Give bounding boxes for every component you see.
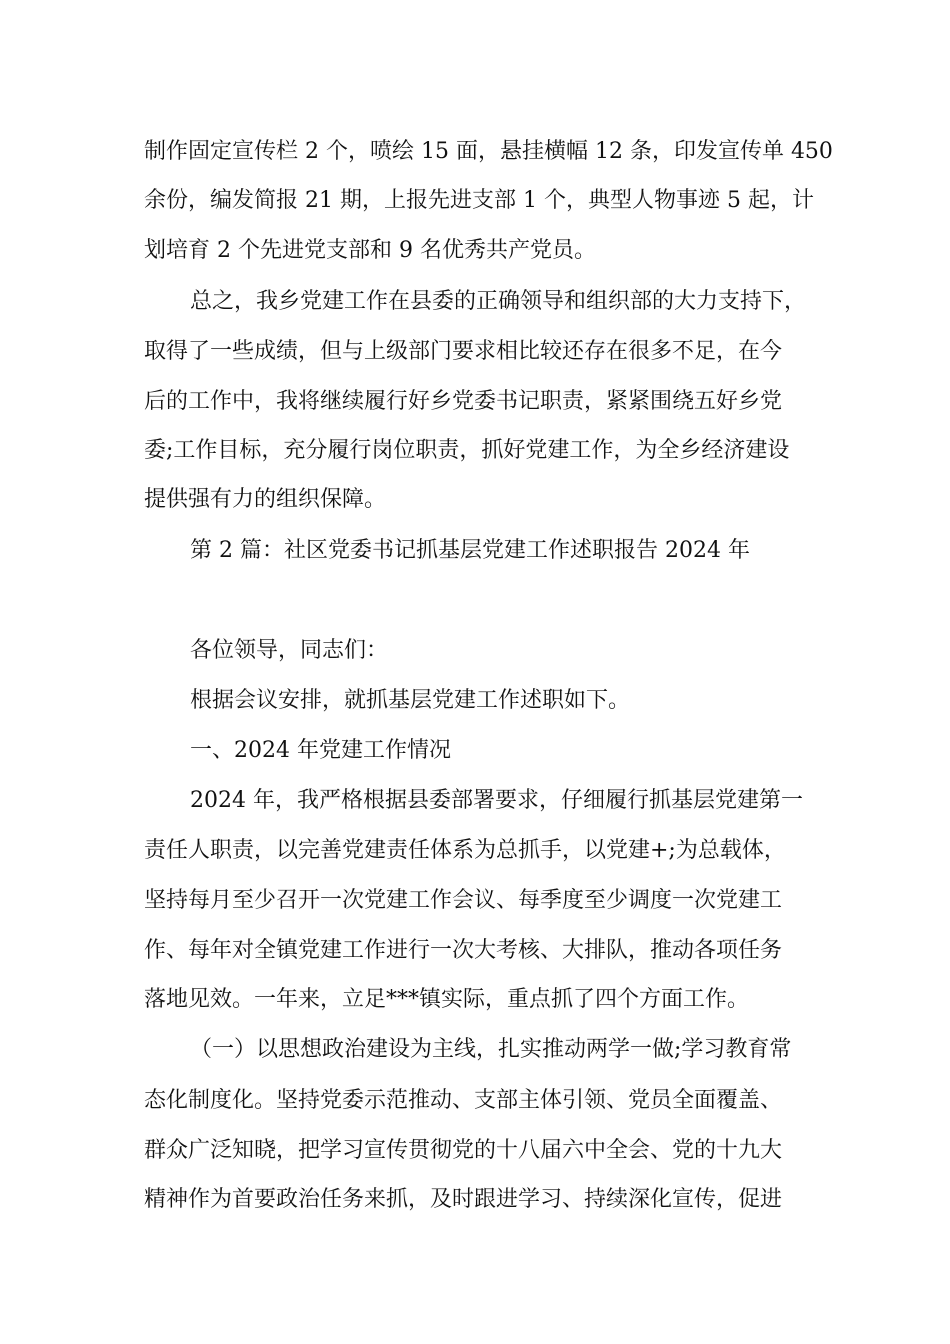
text-line: 落地见效。一年来，立足***镇实际，重点抓了四个方面工作。: [144, 987, 750, 1012]
section-title: 第 2 篇：社区党委书记抓基层党建工作述职报告 2024 年: [190, 538, 750, 563]
text-line: 取得了一些成绩，但与上级部门要求相比较还存在很多不足，在今: [144, 339, 783, 364]
text-line: 2024 年，我严格根据县委部署要求，仔细履行抓基层党建第一: [190, 788, 803, 813]
text-line: 责任人职责，以完善党建责任体系为总抓手，以党建+;为总载体，: [144, 838, 786, 863]
text-line: 总之，我乡党建工作在县委的正确领导和组织部的大力支持下，: [190, 289, 807, 314]
text-line: 精神作为首要政治任务来抓，及时跟进学习、持续深化宣传，促进: [144, 1187, 783, 1212]
text-line: 作、每年对全镇党建工作进行一次大考核、大排队，推动各项任务: [144, 938, 783, 963]
text-line: 余份，编发简报 21 期，上报先进支部 1 个，典型人物事迹 5 起，计: [144, 188, 814, 213]
text-line: 群众广泛知晓，把学习宣传贯彻党的十八届六中全会、党的十九大: [144, 1138, 783, 1163]
text-line: 委;工作目标，充分履行岗位职责，抓好党建工作，为全乡经济建设: [144, 438, 790, 463]
text-line: （一）以思想政治建设为主线，扎实推动两学一做;学习教育常: [190, 1037, 792, 1062]
text-line: 提供强有力的组织保障。: [144, 487, 387, 512]
text-line: 态化制度化。坚持党委示范推动、支部主体引领、党员全面覆盖、: [144, 1088, 783, 1113]
section-heading: 一、2024 年党建工作情况: [190, 738, 451, 763]
text-line: 后的工作中，我将继续履行好乡党委书记职责，紧紧围绕五好乡党: [144, 389, 783, 414]
salutation: 各位领导，同志们：: [190, 638, 389, 663]
text-line: 根据会议安排，就抓基层党建工作述职如下。: [190, 688, 631, 713]
text-line: 坚持每月至少召开一次党建工作会议、每季度至少调度一次党建工: [144, 888, 783, 913]
text-line: 划培育 2 个先进党支部和 9 名优秀共产党员。: [144, 238, 596, 263]
text-line: 制作固定宣传栏 2 个，喷绘 15 面，悬挂横幅 12 条，印发宣传单 450: [144, 139, 833, 164]
